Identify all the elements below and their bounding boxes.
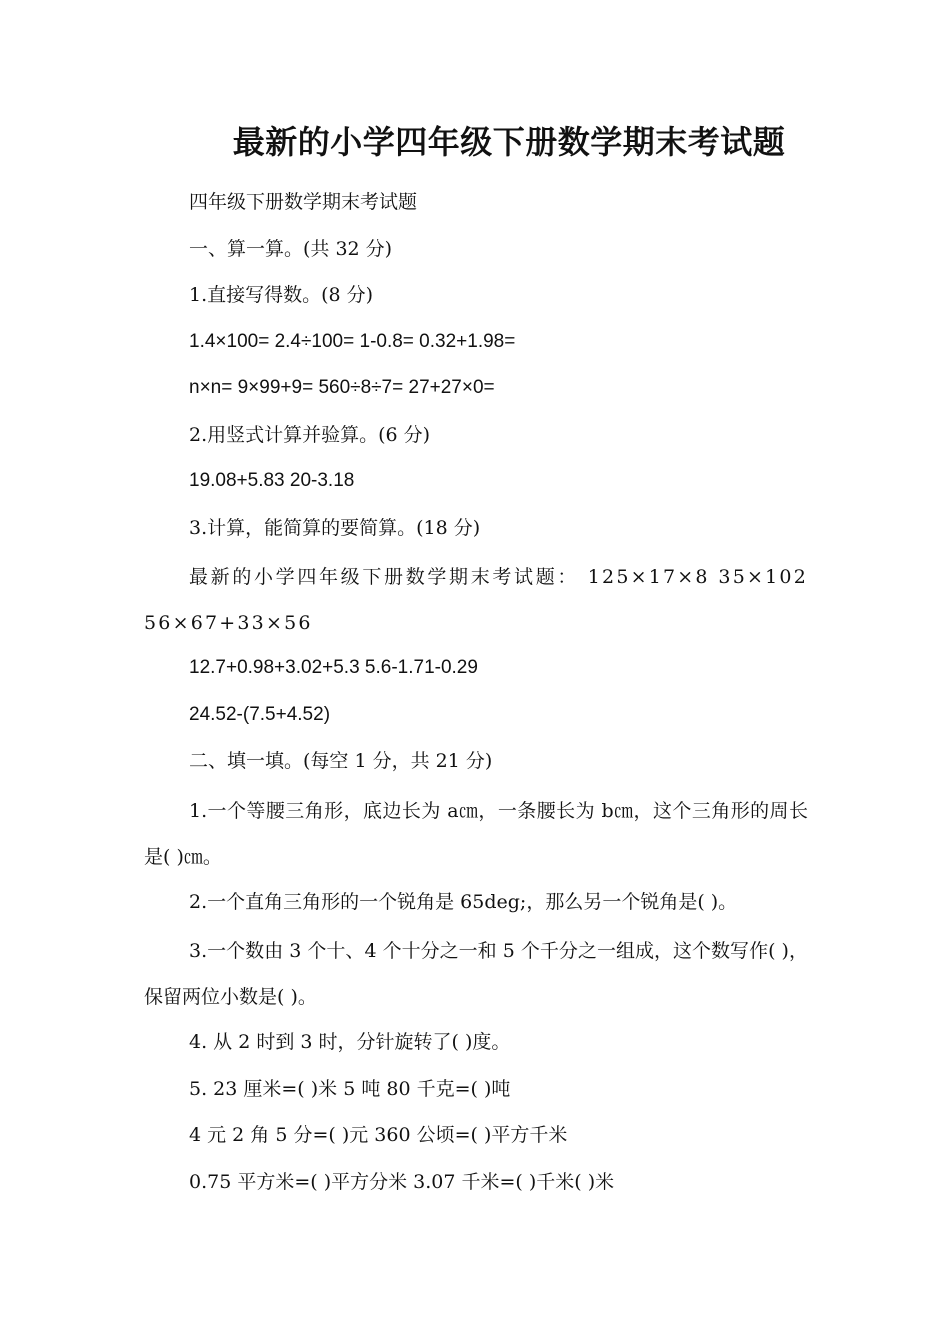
question-2-4: 4. 从 2 时到 3 时，分针旋转了( )度。 — [189, 1031, 511, 1053]
document-body — [144, 182, 808, 1208]
question-2-5: 5. 23 厘米=( )米 5 吨 80 千克=( )吨 — [189, 1077, 511, 1100]
question-1-1: 1.直接写得数。(8 分) — [189, 284, 374, 306]
calc-row-2: n×n= 9×99+9= 560÷8÷7= 27+27×0= — [189, 377, 495, 398]
section-heading-1: 一、算一算。(共 32 分) — [189, 237, 393, 260]
document-title: 最新的小学四年级下册数学期末考试题 — [232, 123, 786, 161]
calc-row-3: 19.08+5.83 20-3.18 — [189, 470, 355, 491]
calc-row-6: 24.52-(7.5+4.52) — [189, 703, 331, 725]
calc-row-4: 最新的小学四年级下册数学期末考试题： 125×17×8 35×102 56×67+33×56 — [144, 566, 808, 634]
question-2-1: 1.一个等腰三角形，底边长为 a㎝，一条腰长为 b㎝，这个三角形的周长是( )㎝。 — [144, 799, 808, 868]
calc-row-1: 1.4×100= 2.4÷100= 1-0.8= 0.32+1.98= — [189, 330, 516, 352]
paragraph-subtitle: 四年级下册数学期末考试题 — [189, 191, 418, 213]
question-2-5-row-3: 0.75 平方米=( )平方分米 3.07 千米=( )千米( )米 — [189, 1170, 615, 1193]
question-2-3: 3.一个数由 3 个十、4 个十分之一和 5 个千分之一组成，这个数写作( )，保留两位小数是( )。 — [144, 940, 808, 1008]
section-heading-2: 二、填一填。(每空 1 分，共 21 分) — [189, 750, 493, 772]
question-1-3: 3.计算，能简算的要简算。(18 分) — [189, 516, 481, 539]
question-2-5-row-2: 4 元 2 角 5 分=( )元 360 公顷=( )平方千米 — [189, 1124, 568, 1146]
question-2-2: 2.一个直角三角形的一个锐角是 65deg;，那么另一个锐角是( )。 — [189, 890, 738, 913]
question-1-2: 2.用竖式计算并验算。(6 分) — [189, 423, 431, 446]
calc-row-5: 12.7+0.98+3.02+5.3 5.6-1.71-0.29 — [189, 657, 478, 678]
